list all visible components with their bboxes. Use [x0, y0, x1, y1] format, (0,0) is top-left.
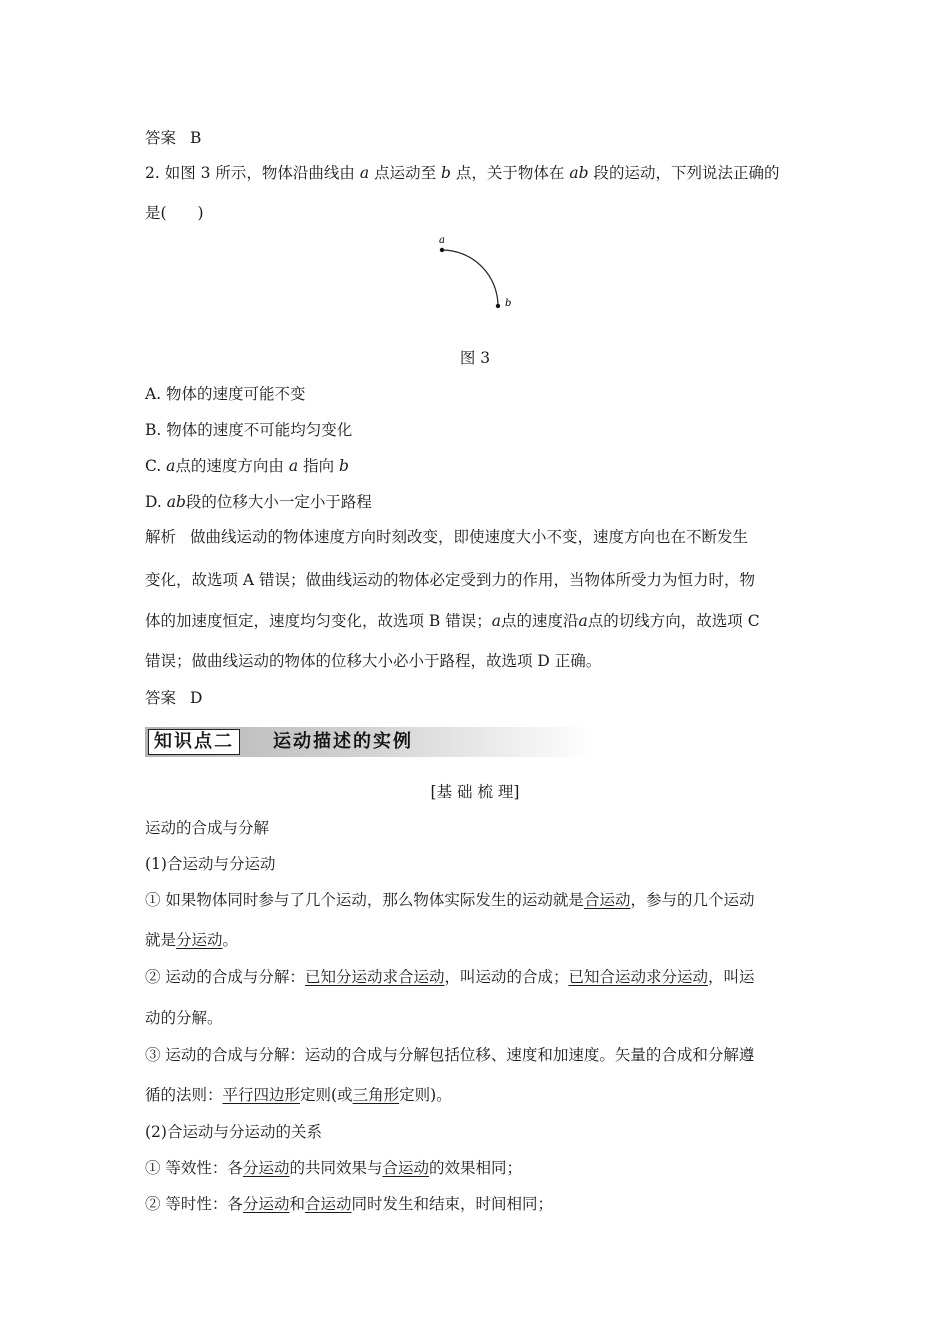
- option-d-prefix: D.: [145, 493, 162, 511]
- variable-a: a: [578, 612, 588, 630]
- underlined-term: 分运动: [176, 931, 223, 949]
- topic-heading: 运动的合成与分解: [145, 819, 270, 837]
- analysis-line-1: [145, 527, 748, 547]
- body-text: ② 等时性：各: [145, 1195, 243, 1213]
- answer-value: D: [190, 689, 203, 707]
- analysis-line-2: 变化，故选项 A 错误；做曲线运动的物体必定受到力的作用，当物体所受力为恒力时，物: [145, 571, 756, 589]
- answer-value: B: [190, 129, 202, 147]
- underlined-term: 平行四边形: [222, 1086, 301, 1104]
- analysis-text: 体的加速度恒定，速度均匀变化，故选项 B 错误；: [145, 612, 492, 630]
- underlined-term: 分运动: [242, 1159, 290, 1177]
- question-text: 点，关于物体在: [455, 164, 565, 182]
- curve-path: [442, 250, 498, 306]
- option-a: A. 物体的速度可能不变: [145, 385, 306, 403]
- body-text: ② 运动的合成与分解：: [145, 968, 305, 986]
- body-text: 同时发生和结束，时间相同；: [351, 1195, 553, 1213]
- body-text: 和: [289, 1195, 305, 1213]
- body-text: ① 等效性：各: [145, 1159, 243, 1177]
- option-d: [145, 492, 372, 512]
- section-tag: 知识点二: [148, 729, 240, 755]
- underlined-term: 已知合运动求分运动: [568, 968, 708, 986]
- option-c-text: 指向: [303, 457, 335, 475]
- variable-b: b: [441, 164, 451, 182]
- relation-2: [145, 1194, 553, 1214]
- body-text: ，叫运动的合成；: [444, 968, 569, 986]
- underlined-term: 已知分运动求合运动: [304, 968, 445, 986]
- question-text: 点运动至: [374, 164, 437, 182]
- underlined-term: 合运动: [382, 1159, 429, 1177]
- paragraph-2-line-1: [145, 967, 755, 987]
- question-text: 2. 如图 3 所示，物体沿曲线由: [145, 164, 355, 182]
- body-text: 就是: [145, 931, 177, 949]
- variable-b: b: [339, 457, 349, 475]
- answer-line-2: [145, 688, 202, 708]
- analysis-line-4: 错误；做曲线运动的物体的位移大小必小于路程，故选项 D 正确。: [145, 652, 602, 670]
- body-text: ，参与的几个运动: [630, 891, 755, 909]
- variable-ab: ab: [166, 493, 186, 511]
- option-c-text: 点的速度方向由: [175, 457, 284, 475]
- body-text: ① 如果物体同时参与了几个运动，那么物体实际发生的运动就是: [145, 891, 584, 909]
- variable-a: a: [288, 457, 299, 475]
- answer-label: 答案: [145, 129, 177, 147]
- heading-1: (1)合运动与分运动: [145, 855, 276, 873]
- underlined-term: 合运动: [583, 891, 631, 909]
- variable-a: a: [491, 612, 501, 630]
- option-d-text: 段的位移大小一定小于路程: [185, 493, 372, 511]
- point-b-label: b: [505, 298, 512, 309]
- section-banner: [145, 727, 595, 757]
- body-text: 定则)。: [399, 1086, 452, 1104]
- point-b-dot: [496, 304, 500, 308]
- paragraph-1-line-2: [145, 930, 238, 950]
- variable-a: a: [359, 164, 370, 182]
- body-text: ，叫运: [707, 968, 755, 986]
- paragraph-2-line-2: 动的分解。: [145, 1009, 223, 1027]
- underlined-term: 三角形: [352, 1086, 400, 1104]
- question-2-line-1: [145, 163, 779, 183]
- underlined-term: 合运动: [304, 1195, 352, 1213]
- section-title: 运动描述的实例: [273, 731, 413, 752]
- option-b: B. 物体的速度不可能均匀变化: [145, 421, 353, 439]
- analysis-text: 点的速度沿: [501, 612, 579, 630]
- curve-diagram: [428, 230, 528, 320]
- subheading: [基 础 梳 理]: [430, 783, 520, 801]
- body-text: 的共同效果与: [289, 1159, 383, 1177]
- body-text: 定则(或: [300, 1086, 353, 1104]
- option-c-prefix: C.: [145, 457, 162, 475]
- figure-3-curve: [428, 230, 528, 324]
- analysis-text: 做曲线运动的物体速度方向时刻改变，即使速度大小不变，速度方向也在不断发生: [190, 528, 749, 546]
- body-text: 。: [222, 931, 239, 949]
- option-c: [145, 456, 349, 476]
- body-text: 循的法则：: [145, 1086, 223, 1104]
- variable-a: a: [166, 457, 176, 475]
- paragraph-3-line-2: [145, 1085, 452, 1105]
- underlined-term: 分运动: [242, 1195, 290, 1213]
- heading-2: (2)合运动与分运动的关系: [145, 1123, 322, 1141]
- analysis-text: 点的切线方向，故选项 C: [587, 612, 760, 630]
- paragraph-3-line-1: ③ 运动的合成与分解：运动的合成与分解包括位移、速度和加速度。矢量的合成和分解遵: [145, 1046, 755, 1064]
- body-text: 的效果相同；: [428, 1159, 522, 1177]
- question-text: 段的运动，下列说法正确的: [593, 164, 780, 182]
- point-a-label: a: [439, 235, 445, 246]
- relation-1: [145, 1158, 522, 1178]
- analysis-label: 解析: [145, 528, 177, 546]
- paragraph-1-line-1: [145, 890, 754, 910]
- answer-label: 答案: [145, 689, 177, 707]
- figure-caption: 图 3: [459, 349, 491, 367]
- analysis-line-3: [145, 611, 760, 631]
- answer-line-1: [145, 128, 201, 148]
- point-a-dot: [440, 248, 444, 252]
- variable-ab: ab: [569, 164, 589, 182]
- question-2-line-2: 是( ): [145, 204, 204, 222]
